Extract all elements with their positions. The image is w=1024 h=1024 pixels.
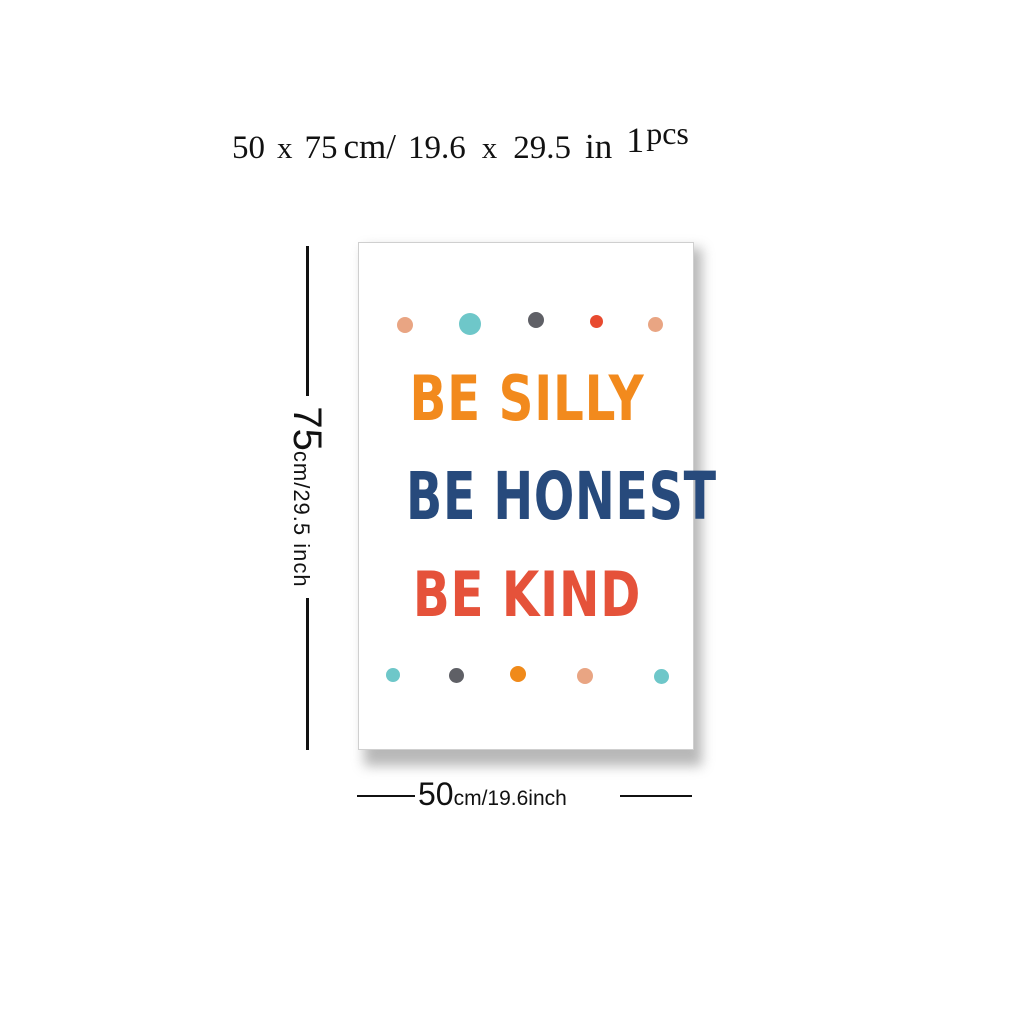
height-dimension-label bbox=[287, 406, 327, 587]
peach-dot-icon bbox=[577, 668, 593, 684]
orange-dot-icon bbox=[510, 666, 526, 682]
phrase-be-kind: BE KIND bbox=[412, 558, 642, 631]
teal-dot-icon bbox=[459, 313, 481, 335]
height-value: 75 bbox=[285, 406, 329, 451]
title-in-unit: in bbox=[584, 127, 613, 166]
height-dimension-line-bottom bbox=[306, 598, 309, 750]
width-dimension-line-left bbox=[357, 795, 415, 797]
title-piece-count: 1 bbox=[626, 120, 645, 160]
gray-dot-icon bbox=[449, 668, 464, 683]
poster bbox=[358, 242, 717, 750]
title-times-sign-2: x bbox=[481, 130, 498, 165]
size-title bbox=[232, 115, 689, 188]
width-unit: cm/19.6inch bbox=[453, 787, 567, 810]
peach-dot-icon bbox=[397, 317, 413, 333]
title-times-sign: x bbox=[277, 130, 293, 165]
phrase-be-honest: BE HONEST bbox=[406, 458, 717, 535]
height-dimension-line-top bbox=[306, 246, 309, 396]
height-unit: cm/29.5 inch bbox=[289, 450, 314, 588]
peach-dot-icon bbox=[648, 317, 663, 332]
title-width-cm: 50 bbox=[232, 130, 265, 166]
width-value: 50 bbox=[418, 776, 454, 812]
title-pcs-unit: pcs bbox=[646, 115, 689, 151]
teal-dot-icon bbox=[654, 669, 669, 684]
gray-dot-icon bbox=[528, 312, 544, 328]
width-dimension-label bbox=[418, 778, 567, 810]
red-dot-icon bbox=[590, 315, 603, 328]
teal-dot-icon bbox=[386, 668, 400, 682]
title-height-in: 29.5 bbox=[513, 130, 571, 166]
phrase-be-silly: BE SILLY bbox=[409, 362, 645, 435]
title-cm-unit: cm/ bbox=[343, 127, 396, 166]
title-height-cm: 75 bbox=[304, 130, 338, 166]
title-width-in: 19.6 bbox=[407, 130, 466, 166]
width-dimension-line-right bbox=[620, 795, 692, 797]
